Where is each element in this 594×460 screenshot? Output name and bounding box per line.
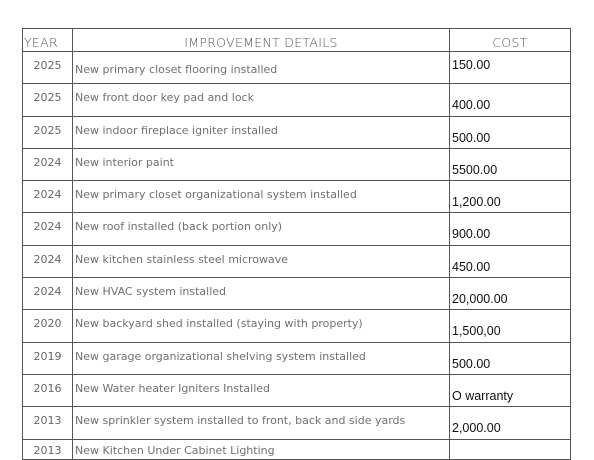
details-cell: New primary closet organizational system installed xyxy=(73,181,450,213)
year-cell: 2024 xyxy=(23,181,73,213)
details-cell: New garage organizational shelving system installed xyxy=(73,342,450,374)
cost-cell: 1,500,00 xyxy=(450,310,571,342)
cost-cell xyxy=(450,439,571,459)
details-cell: New Water heater Igniters Installed xyxy=(73,374,450,406)
cost-cell: 500.00 xyxy=(450,342,571,374)
year-cell: 2019 xyxy=(23,342,73,374)
year-cell: 2024 xyxy=(23,245,73,277)
year-cell: 2025 xyxy=(23,116,73,148)
year-cell: 2020 xyxy=(23,310,73,342)
table-row xyxy=(23,181,571,213)
year-cell: 2024 xyxy=(23,148,73,180)
cost-cell: 500.00 xyxy=(450,116,571,148)
year-cell: 2016 xyxy=(23,374,73,406)
details-cell: New sprinkler system installed to front, back and side yards xyxy=(73,407,450,439)
details-cell: New front door key pad and lock xyxy=(73,84,450,116)
table-row xyxy=(23,278,571,310)
cost-cell: 5500.00 xyxy=(450,148,571,180)
table-row xyxy=(23,84,571,116)
cost-cell: 20,000.00 xyxy=(450,278,571,310)
header-improvement-details: IMPROVEMENT DETAILS xyxy=(73,29,450,52)
table-row xyxy=(23,374,571,406)
table-row xyxy=(23,407,571,439)
table-row xyxy=(23,245,571,277)
table-row xyxy=(23,213,571,245)
cost-cell: 1,200.00 xyxy=(450,181,571,213)
cost-cell: O warranty xyxy=(450,374,571,406)
year-cell: 2013 xyxy=(23,439,73,459)
table-row xyxy=(23,310,571,342)
header-year: YEAR xyxy=(23,29,73,52)
details-cell: New interior paint xyxy=(73,148,450,180)
cost-cell: 900.00 xyxy=(450,213,571,245)
header-cost: COST xyxy=(450,29,571,52)
year-cell: 2024 xyxy=(23,278,73,310)
year-cell: 2013 xyxy=(23,407,73,439)
details-cell: New roof installed (back portion only) xyxy=(73,213,450,245)
cost-cell: 150.00 xyxy=(450,52,571,84)
table-header-row xyxy=(23,29,571,52)
details-cell: New HVAC system installed xyxy=(73,278,450,310)
details-cell: New indoor fireplace igniter installed xyxy=(73,116,450,148)
table-row xyxy=(23,116,571,148)
cost-cell: 450.00 xyxy=(450,245,571,277)
table-row xyxy=(23,342,571,374)
table-row xyxy=(23,148,571,180)
cost-cell: 2,000.00 xyxy=(450,407,571,439)
details-cell: New Kitchen Under Cabinet Lighting xyxy=(73,439,450,459)
details-cell: New primary closet flooring installed xyxy=(73,52,450,84)
year-cell: 2024 xyxy=(23,213,73,245)
year-cell: 2025 xyxy=(23,52,73,84)
improvements-table xyxy=(22,28,571,460)
details-cell: New backyard shed installed (staying with property) xyxy=(73,310,450,342)
cost-cell: 400.00 xyxy=(450,84,571,116)
table-row xyxy=(23,439,571,459)
table-row xyxy=(23,52,571,84)
details-cell: New kitchen stainless steel microwave xyxy=(73,245,450,277)
year-cell: 2025 xyxy=(23,84,73,116)
